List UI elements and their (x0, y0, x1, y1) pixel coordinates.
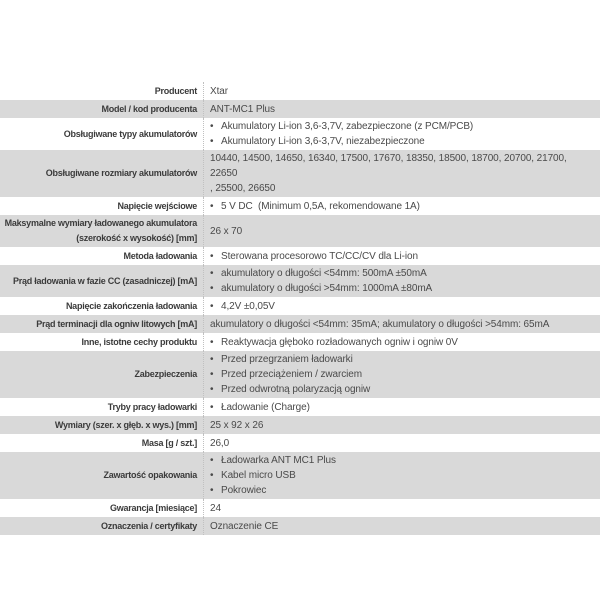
row-label (0, 315, 204, 333)
bullet-icon: • (210, 283, 214, 294)
row-value-text: Xtar (210, 85, 228, 97)
row-value-text: Ładowarka ANT MC1 Plus (221, 455, 336, 466)
bullet-icon: • (210, 336, 214, 348)
row-label (0, 82, 204, 100)
bullet-icon: • (210, 384, 214, 395)
row-value (204, 416, 600, 434)
row-value-text: 5 V DC (Minimum 0,5A, rekomendowane 1A) (221, 200, 420, 212)
row-label (0, 351, 204, 398)
row-value-text: Akumulatory Li-ion 3,6-3,7V, niezabezpieczone (221, 136, 425, 147)
row-value (204, 398, 600, 416)
bullet-list-item (210, 266, 596, 281)
bullet-icon: • (210, 300, 214, 312)
row-label-line: Model / kod producenta (101, 103, 197, 114)
row-label-line: Napięcie zakończenia ładowania (65, 300, 197, 311)
table-row (0, 100, 600, 118)
bullet-list-item (210, 335, 596, 350)
table-row (0, 398, 600, 416)
row-label-line: Masa [g / szt.] (141, 437, 197, 448)
row-value (204, 150, 600, 197)
row-label-line: Napięcie wejściowe (117, 200, 197, 211)
bullet-list-item (210, 281, 596, 296)
row-value-text: 4,2V ±0,05V (221, 300, 275, 312)
bullet-list-item (210, 382, 596, 397)
row-value-text: 10440, 14500, 14650, 16340, 17500, 17670, 18350, 18500, 18700, 20700, 21700, 22650 (210, 153, 567, 179)
bullet-icon: • (210, 136, 214, 147)
table-row (0, 517, 600, 535)
row-label (0, 517, 204, 535)
table-row (0, 247, 600, 265)
row-label-line: (szerokość x wysokość) [mm] (76, 233, 197, 243)
row-value-text: Ładowanie (Charge) (221, 401, 310, 413)
bullet-icon: • (210, 401, 214, 413)
table-row (0, 434, 600, 452)
row-value (204, 82, 600, 100)
row-value (204, 215, 600, 247)
bullet-list-item (210, 453, 596, 468)
row-label (0, 416, 204, 434)
row-label (0, 150, 204, 197)
row-label (0, 297, 204, 315)
row-label-line: Maksymalne wymiary ładowanego akumulatora (4, 218, 197, 228)
row-label-line: Metoda ładowania (123, 250, 197, 261)
bullet-icon: • (210, 455, 214, 466)
table-row (0, 452, 600, 499)
row-label-line: Zabezpieczenia (134, 369, 197, 379)
bullet-list-item (210, 249, 596, 264)
row-label-line: Wymiary (szer. x głęb. x wys.) [mm] (54, 419, 197, 430)
row-value-text: akumulatory o długości >54mm: 1000mA ±80mA (221, 283, 433, 294)
row-value-text: Akumulatory Li-ion 3,6-3,7V, zabezpieczone (z PCM/PCB) (221, 121, 474, 132)
row-value-text: ANT-MC1 Plus (210, 103, 275, 115)
row-value (204, 297, 600, 315)
bullet-icon: • (210, 200, 214, 212)
row-value (204, 265, 600, 297)
bullet-icon: • (210, 354, 214, 365)
row-value-text: Sterowana procesorowo TC/CC/CV dla Li-ion (221, 250, 418, 262)
row-label (0, 215, 204, 247)
row-value-text: , 25500, 26650 (210, 183, 276, 194)
row-value-text: 26,0 (210, 437, 230, 449)
row-label-line: Inne, istotne cechy produktu (81, 336, 197, 347)
row-value-text: Przed przeciążeniem / zwarciem (221, 369, 362, 380)
row-label (0, 265, 204, 297)
row-value-text: Reaktywacja głęboko rozładowanych ogniw i ogniw 0V (221, 336, 458, 348)
row-label-line: Gwarancja [miesiące] (109, 502, 197, 513)
table-row (0, 333, 600, 351)
bullet-list-item (210, 119, 596, 134)
table-row (0, 297, 600, 315)
row-label (0, 499, 204, 517)
row-label-line: Producent (154, 85, 197, 96)
bullet-icon: • (210, 470, 214, 481)
row-value (204, 434, 600, 452)
row-label-line: Obsługiwane typy akumulatorów (63, 128, 197, 139)
table-row (0, 315, 600, 333)
row-label (0, 118, 204, 150)
row-value (204, 118, 600, 150)
bullet-icon: • (210, 121, 214, 132)
row-value-text: Przed przegrzaniem ładowarki (221, 354, 353, 365)
row-label-line: Prąd ładowania w fazie CC (zasadniczej) [mA] (12, 275, 197, 286)
table-row (0, 197, 600, 215)
bullet-list-item (210, 134, 596, 149)
bullet-icon: • (210, 250, 214, 262)
bullet-list-item (210, 352, 596, 367)
row-value-text: 25 x 92 x 26 (210, 419, 264, 431)
table-row (0, 265, 600, 297)
bullet-icon: • (210, 485, 214, 496)
row-label-line: Tryby pracy ładowarki (107, 401, 197, 412)
row-value-text: Pokrowiec (221, 485, 267, 496)
row-label (0, 100, 204, 118)
row-value (204, 315, 600, 333)
row-value-text: akumulatory o długości <54mm: 35mA; akumulatory o długości >54mm: 65mA (210, 318, 550, 330)
row-value (204, 517, 600, 535)
row-value (204, 100, 600, 118)
row-value (204, 499, 600, 517)
table-row (0, 499, 600, 517)
row-label (0, 434, 204, 452)
bullet-list-item (210, 400, 596, 415)
row-label (0, 333, 204, 351)
row-value (204, 351, 600, 398)
row-label (0, 452, 204, 499)
product-spec-table (0, 82, 600, 535)
bullet-icon: • (210, 268, 214, 279)
row-label (0, 398, 204, 416)
row-label-line: Obsługiwane rozmiary akumulatorów (45, 168, 197, 178)
row-label (0, 247, 204, 265)
bullet-list-item (210, 367, 596, 382)
row-value (204, 247, 600, 265)
row-value-text: Przed odwrotną polaryzacją ogniw (221, 384, 371, 395)
table-row (0, 215, 600, 247)
row-label-line: Zawartość opakowania (103, 470, 197, 480)
bullet-list-item (210, 299, 596, 314)
bullet-list-item (210, 199, 596, 214)
row-label (0, 197, 204, 215)
bullet-icon: • (210, 369, 214, 380)
row-value (204, 333, 600, 351)
row-label-line: Oznaczenia / certyfikaty (100, 520, 197, 531)
row-value-text: 24 (210, 502, 221, 514)
row-value-text: akumulatory o długości <54mm: 500mA ±50mA (221, 268, 427, 279)
row-label-line: Prąd terminacji dla ogniw litowych [mA] (36, 318, 197, 329)
table-row (0, 150, 600, 197)
table-row (0, 416, 600, 434)
row-value-text: 26 x 70 (210, 225, 243, 237)
bullet-list-item (210, 483, 596, 498)
table-row (0, 351, 600, 398)
table-row (0, 82, 600, 100)
row-value (204, 452, 600, 499)
row-value-text: Kabel micro USB (221, 470, 296, 481)
row-value-text: Oznaczenie CE (210, 520, 279, 532)
bullet-list-item (210, 468, 596, 483)
row-value (204, 197, 600, 215)
table-row (0, 118, 600, 150)
